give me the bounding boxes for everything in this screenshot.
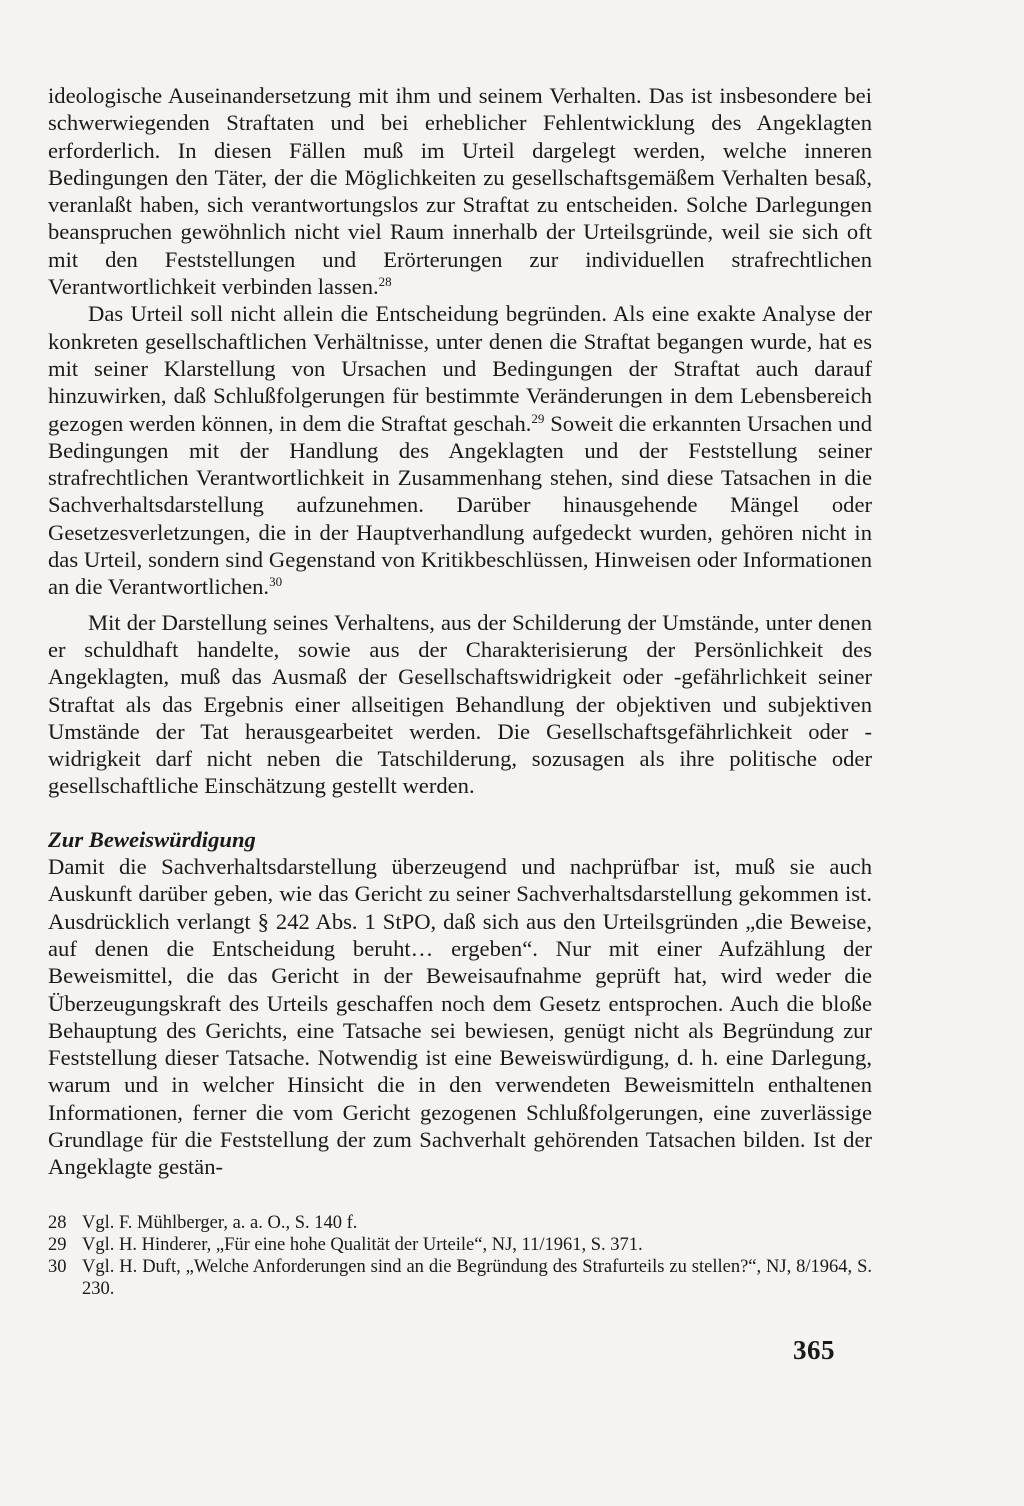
paragraph-4: Damit die Sachverhaltsdarstellung überzeugend und nachprüfbar ist, muß sie auch Auskunft darüber geben, wie das Gericht zu seiner Sachverhaltsdarstellung gekommen ist. Ausdrücklich verlangt § 242 Abs. 1 StPO, daß sich aus den Urteilsgründen „die Beweise, auf denen die Entscheidung beruht… ergeben“. Nur mit einer Aufzählung der Beweismittel, die das Gericht in der Beweisaufnahme geprüft hat, wird weder die Überzeugungskraft des Urteils geschaffen noch dem Gesetz entsprochen. Auch die bloße Behauptung des Gerichts, eine Tatsache sei bewiesen, genügt nicht als Begründung zur Feststellung dieser Tatsache. Notwendig ist eine Beweiswürdigung, d. h. eine Darlegung, warum und in welcher Hinsicht die in den verwendeten Beweismitteln enthaltenen Informationen, ferner die vom Gericht gezogenen Schlußfolgerungen, eine zuverlässige Grundlage für die Feststellung der zum Sachverhalt gehörenden Tatsachen bilden. Ist der Angeklagte gestän-: [48, 854, 872, 1180]
paragraph-1-text: ideologische Auseinandersetzung mit ihm und seinem Verhalten. Das ist insbesondere bei schwerwiegenden Straftaten und bei erheblicher Fehlentwicklung des Angeklagten erforderlich. In diesen Fällen muß im Urteil dargelegt werden, welche inneren Bedingungen den Täter, der die Möglichkeiten zu gesellschaftsgemäßem Verhalten besaß, veranlaßt haben, sich verantwortungslos zur Straftat zu entscheiden. Solche Darlegungen beanspruchen gewöhnlich nicht viel Raum innerhalb der Urteilsgründe, weil sie sich oft mit den Feststellungen und Erörterungen zur individuellen strafrechtlichen Verantwortlichkeit verbinden lassen.: [48, 83, 872, 300]
paragraph-3: Mit der Darstellung seines Verhaltens, aus der Schilderung der Umstände, unter denen er schuldhaft handelte, sowie aus der Charakterisierung der Persönlichkeit des Angeklagten, muß das Ausmaß der Gesellschaftswidrigkeit oder -gefährlichkeit seiner Straftat als das Ergebnis einer allseitigen Behandlung der objektiven und subjektiven Umstände der Tat herausgearbeitet werden. Die Gesellschaftsgefährlichkeit oder -widrigkeit darf nicht neben die Tatschilderung, sozusagen als ihre politische oder gesellschaftliche Einschätzung gestellt werden.: [48, 609, 872, 799]
footnote-ref-30[interactable]: 30: [269, 574, 283, 590]
paragraph-1: [48, 82, 872, 300]
paragraph-2: [48, 300, 872, 600]
section-heading: Zur Beweiswürdigung: [48, 826, 256, 852]
spacer: [48, 800, 872, 826]
footnote-28: [48, 1212, 872, 1234]
footnotes: [48, 1212, 872, 1300]
footnote-number: 30: [48, 1257, 67, 1277]
spacer: [48, 601, 872, 609]
footnote-number: 28: [48, 1213, 67, 1233]
paragraph-2-text-b: Soweit die erkannten Ursachen und Bedingungen mit der Handlung des Angeklagten und der Feststellung seiner strafrechtlichen Verantwortlichkeit in Zusammenhang stehen, sind diese Tatsachen in die Sachverhaltsdarstellung aufzunehmen. Darüber hinausgehende Mängel oder Gesetzesverletzungen, die in der Hauptverhandlung aufgedeckt wurden, gehören nicht in das Urteil, sondern sind Gegenstand von Kritikbeschlüssen, Hinweisen oder Informationen an die Verantwortlichen.: [48, 410, 872, 600]
footnote-29: [48, 1234, 872, 1256]
footnote-number: 29: [48, 1235, 67, 1255]
footnote-ref-28[interactable]: 28: [378, 274, 392, 290]
footnote-text: Vgl. F. Mühlberger, a. a. O., S. 140 f.: [82, 1213, 358, 1233]
footnote-text: Vgl. H. Duft, „Welche Anforderungen sind an die Begründung des Strafurteils zu stellen?“, NJ, 8/1964, S. 230.: [82, 1257, 872, 1299]
footnote-ref-29[interactable]: 29: [531, 410, 545, 426]
page-number: 365: [793, 1335, 835, 1365]
footnote-text: Vgl. H. Hinderer, „Für eine hohe Qualität der Urteile“, NJ, 11/1961, S. 371.: [82, 1235, 643, 1255]
page-body: [48, 82, 872, 1181]
footnote-30: [48, 1256, 872, 1300]
paragraph-2-text-a: Das Urteil soll nicht allein die Entscheidung begründen. Als eine exakte Analyse der konkreten gesellschaftlichen Verhältnisse, unter denen die Straftat begangen wurde, hat es mit seiner Klarstellung von Ursachen und Bedingungen der Straftat auch darauf hinzuwirken, daß Schlußfolgerungen für bestimmte Veränderungen in dem Lebensbereich gezogen werden können, in dem die Straftat geschah.: [48, 301, 872, 436]
